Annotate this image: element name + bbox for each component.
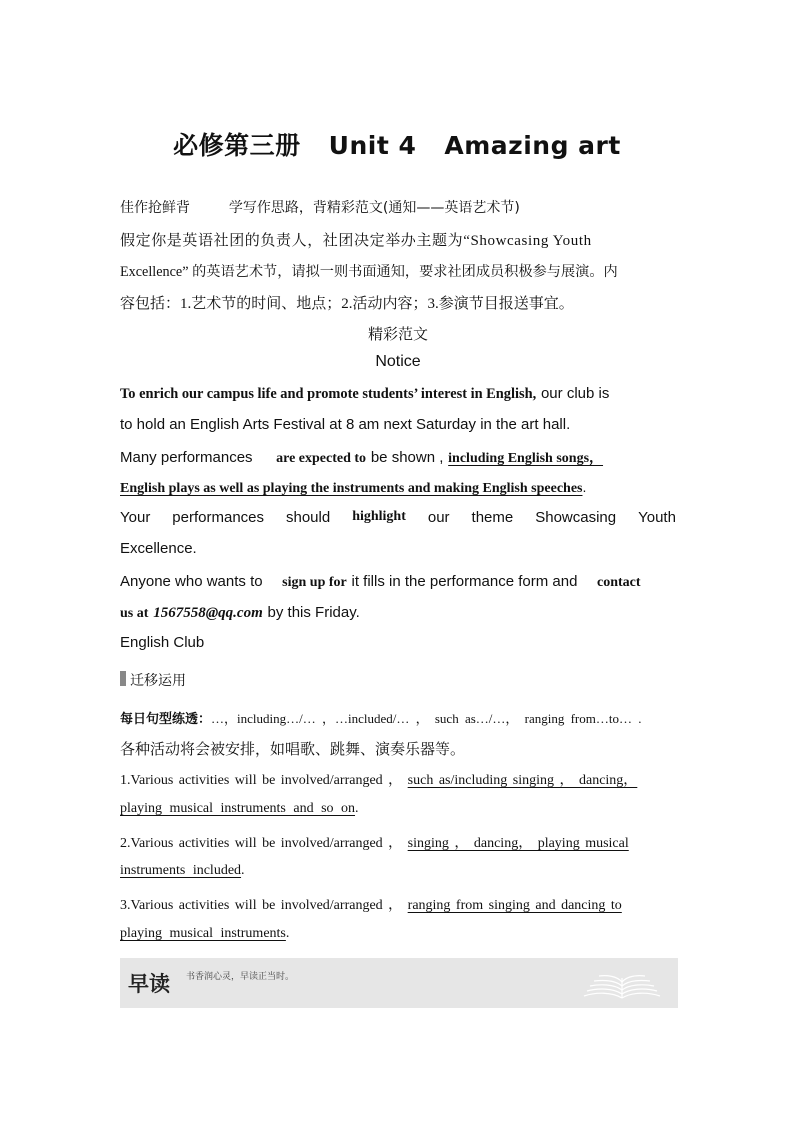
essay-p2-period: . — [582, 479, 587, 495]
essay-p4-phrase-1: sign up for — [282, 575, 347, 590]
essay-p4-text-end: by this Friday. — [267, 604, 360, 621]
pattern-text: …，including…/… ，…included/… ， such as…/…， ranging from…to… . — [211, 711, 642, 726]
answer-2-line1 — [120, 832, 676, 852]
pattern-line — [120, 708, 676, 727]
essay-p4-text-a: Anyone who wants to — [120, 573, 263, 590]
essay-p2-text-c: be shown , — [370, 449, 444, 466]
section2-label: 迁移运用 — [130, 673, 186, 689]
essay-p4-line2 — [120, 603, 676, 622]
essay-p2-underlined: including English songs， — [448, 451, 604, 466]
essay-p3-word: should — [286, 509, 331, 526]
answer-3-period: . — [285, 926, 290, 941]
essay-p4-phrase-2: contact — [597, 575, 641, 590]
essay-p3-word: Youth — [638, 509, 676, 526]
essay-p3-line1 — [120, 509, 676, 526]
banner-title: 早读 — [128, 972, 170, 996]
section-label: 佳作抢鲜背 — [120, 200, 190, 216]
section2-header — [120, 670, 676, 690]
title-unit: Unit 4 — [328, 131, 417, 160]
answer-2-underlined: singing ， dancing， playing musical — [407, 836, 629, 851]
section-marker-icon — [120, 671, 126, 686]
essay-p2-underlined-2: English plays as well as playing the instruments and making English speeches — [120, 481, 583, 496]
essay-p2-line1 — [120, 447, 676, 467]
section-header — [120, 197, 676, 217]
answer-3-line1 — [120, 894, 676, 914]
essay-signature: English Club — [120, 634, 205, 651]
answer-2-underlined-2: instruments included — [120, 863, 242, 878]
answer-3-underlined-2: playing musical instruments — [120, 926, 286, 941]
title-book: 必修第三册 — [173, 131, 301, 160]
essay-p4-line1 — [120, 572, 676, 591]
essay-p1-bold: To enrich our campus life and promote students’ interest in English, — [120, 386, 537, 402]
answer-2-text: 2.Various activities will be involved/arranged ， — [120, 836, 403, 851]
essay-p1-rest: our club is — [540, 385, 610, 402]
prompt-line-1: 假定你是英语社团的负责人，社团决定举办主题为“Showcasing Youth — [120, 233, 592, 249]
answer-1-line2 — [120, 801, 676, 817]
answer-1-period: . — [355, 801, 359, 816]
answer-1-underlined: such as/including singing ， dancing， — [407, 773, 638, 788]
essay-p1-line1 — [120, 384, 676, 403]
answer-1-text: 1.Various activities will be involved/arranged ， — [120, 773, 403, 788]
prompt-line-2: Excellence” 的英语艺术节，请拟一则书面通知，要求社团成员积极参与展演。内 — [120, 264, 618, 280]
answer-1-line1 — [120, 769, 676, 789]
essay-p3-word: performances — [172, 509, 265, 526]
section-subtitle: 学写作思路，背精彩范文(通知——英语艺术节) — [228, 200, 520, 216]
prompt-line-3: 容包括：1.艺术节的时间、地点；2.活动内容；3.参演节目报送事宜。 — [120, 296, 574, 312]
translation-prompt: 各种活动将会被安排，如唱歌、跳舞、演奏乐器等。 — [120, 742, 466, 758]
essay-p3-word: Showcasing — [535, 509, 617, 526]
answer-3-underlined: ranging from singing and dancing to — [407, 898, 622, 913]
essay-p3-word: Your — [120, 509, 151, 526]
essay-p2-text-a: Many performances — [120, 449, 253, 466]
answer-1-underlined-2: playing musical instruments and so on — [120, 801, 356, 816]
essay-p2-phrase: are expected to — [276, 451, 367, 466]
morning-reading-banner — [120, 958, 678, 1008]
essay-p3-line2: Excellence. — [120, 540, 197, 557]
answer-2-period: . — [241, 863, 245, 878]
essay-heading: 精彩范文 — [367, 327, 428, 343]
answer-3-text: 3.Various activities will be involved/arranged ， — [120, 898, 403, 913]
essay-p4-us-at: us at — [120, 606, 149, 621]
open-book-icon — [582, 966, 662, 1002]
essay-title: Notice — [375, 353, 421, 370]
page-title — [0, 126, 794, 162]
answer-2-line2 — [120, 863, 676, 879]
essay-p4-email: 1567558@qq.com — [153, 605, 263, 621]
answer-3-line2 — [120, 926, 676, 942]
pattern-label: 每日句型练透： — [120, 712, 212, 727]
essay-p3-word: theme — [471, 509, 514, 526]
essay-p3-word: our — [427, 509, 450, 526]
essay-p2-line2 — [120, 479, 676, 497]
essay-p1-line2: to hold an English Arts Festival at 8 am next Saturday in the art hall. — [120, 416, 571, 433]
banner-slogan: 书香润心灵，早读正当时。 — [186, 972, 295, 982]
essay-p3-phrase: highlight — [352, 509, 406, 524]
essay-p4-text-c: it fills in the performance form and — [351, 573, 578, 590]
title-topic: Amazing art — [444, 131, 621, 160]
